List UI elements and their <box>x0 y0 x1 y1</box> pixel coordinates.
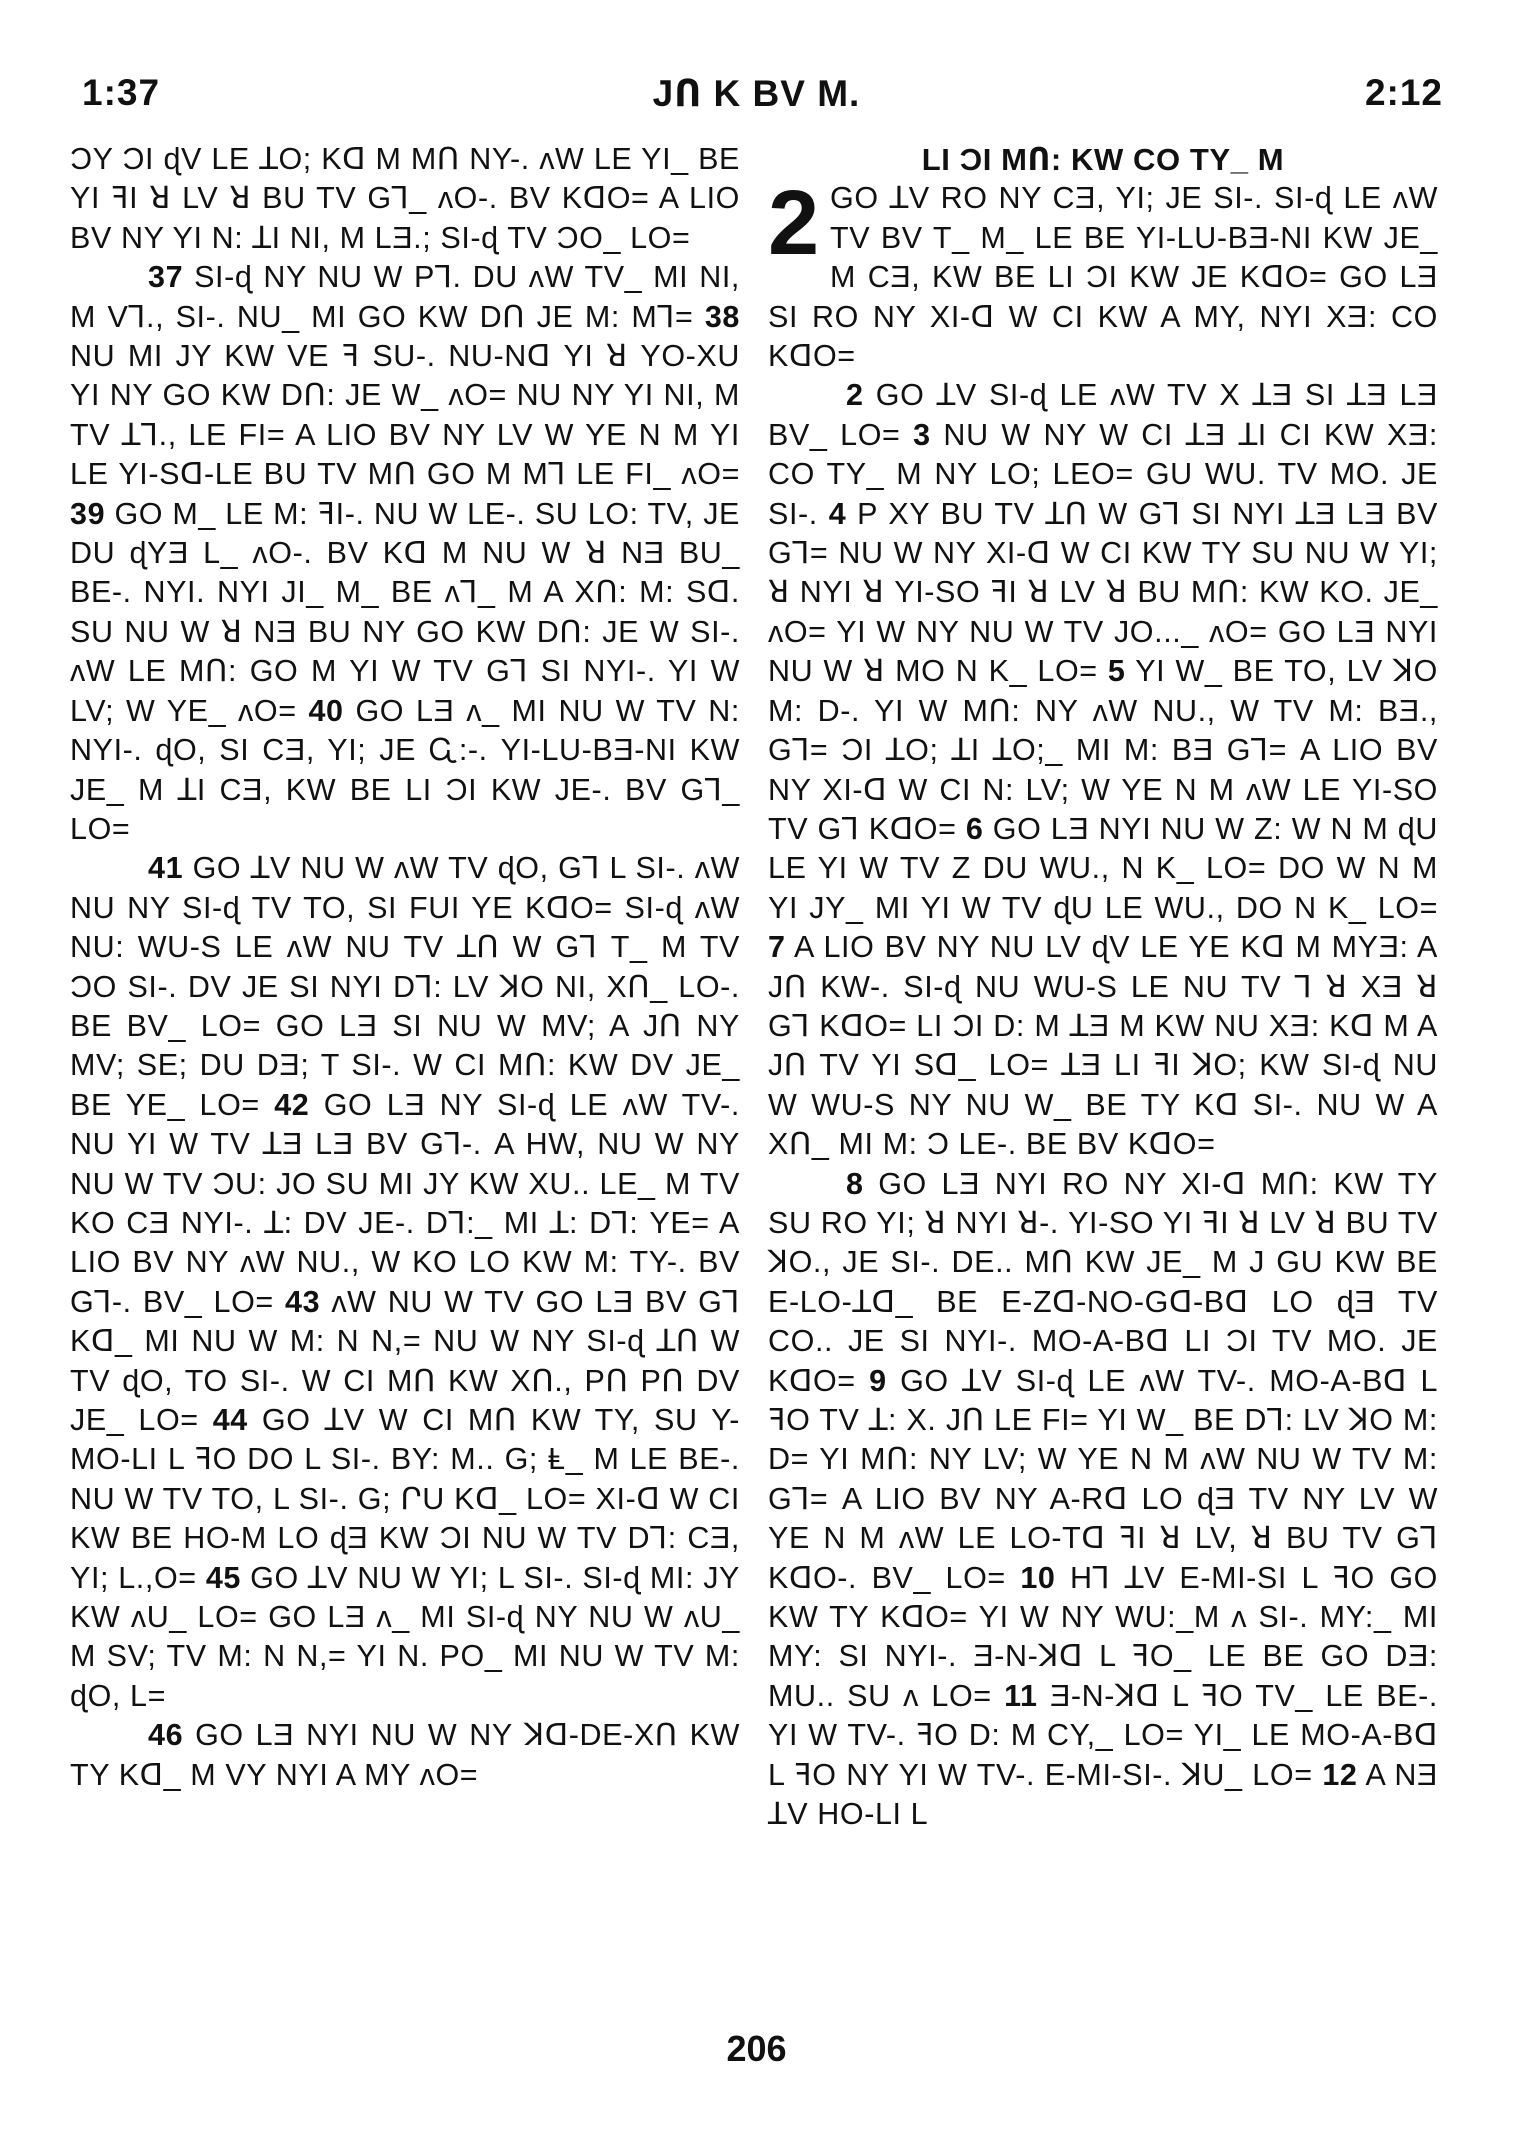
verse-text: GO ꓕV SI-ɖ LE ʌW TV-. MO-A-Bꓷ L ꟻO TV ꓕ: X. JՈ LE FI= YI W_ BE Dꓶ: LV ꓘO M: D= YI MՈ: NY LV; W YE N M ʌW NU W TV M: Gꓶ= A LIO BV NY A-Rꓷ LO ɖƎ TV NY LV W YE N M ʌW LE LO-Tꓷ ꟻI ꓤ LV, ꓤ BU TV Gꓶ KꓷO-. BV_ LO= <box>768 1363 1439 1595</box>
verse-number: 46 <box>148 1718 184 1753</box>
paragraph-text: ƆY ƆI ɖV LE ꓕO; Kꓷ M MՈ NY-. ʌW LE YI_ BE YI ꟻI ꓤ LV ꓤ BU TV Gꓶ_ ʌO-. BV KꓷO= A LIO BV NY YI N: ꓕI NI, M LƎ.; SI-ɖ TV ƆO_ LO= <box>70 142 740 255</box>
header-chapter-end: 2:12 <box>1364 72 1443 113</box>
verse-text: GO LƎ NYI NU W NY ꓘꓷ-DE-XՈ KW TY Kꓷ_ M VY NYI A MY ʌO= <box>70 1718 740 1792</box>
verse-number: 7 <box>768 930 786 965</box>
verse-text: GO ꓕV NU W ʌW TV ɖO, Gꓶ L SI-. ʌW NU NY SI-ɖ TV TO, SI FUI YE KꓷO= SI-ɖ ʌW NU: WU-S LE ʌW NU TV ꓕՈ W Gꓶ T_ M TV ƆO SI-. DV JE SI NYI Dꓶ: LV ꓘO NI, XՈ_ LO-. BE BV_ LO= GO LƎ SI NU W MV; A JՈ NY MV; SE; DU DƎ; T SI-. W CI MՈ: KW DV JE_ BE YE_ LO= <box>70 851 740 1122</box>
verse-text: NU W NY W CI ꓕƎ ꓕI CI KW XƎ: CO TY_ M NY LO; LEO= GU WU. TV MO. JE SI-. <box>768 417 1438 531</box>
paragraph-continuation <box>70 140 740 258</box>
paragraph <box>70 1716 740 1795</box>
verse-number: 2 <box>846 378 864 413</box>
paragraph <box>768 172 1438 376</box>
verse-number: 5 <box>1107 654 1126 689</box>
verse-text: GO LƎ NYI NU W Z: W N M ɖU LE YI W TV Z DU WU., N K_ LO= DO W N M YI JY_ MI YI W TV ɖU LE WU., DO N K_ LO= <box>768 811 1438 925</box>
verse-text: GO LƎ NY SI-ɖ LE ʌW TV-. NU YI W TV ꓕƎ LƎ BV Gꓶ-. A HW, NU W NY NU W TV ƆU: JO SU MI JY KW XU.. LE_ M TV KO CƎ NYI-. ꓕ: DV JE-. Dꓶ:_ MI ꓕ: Dꓶ: YE= A LIO BV NY ʌW NU., W KO LO KW M: TY-. BV Gꓶ-. BV_ LO= <box>70 1087 740 1319</box>
header-book-title: JՈ K BV M. <box>652 73 861 114</box>
verse-text: Ǝ-N-ꓘꓷ L ꟻO TV_ LE BE-. YI W TV-. ꟻO D: M CY,_ LO= YI_ LE MO-A-Bꓷ L ꟻO NY YI W TV-. E-MI-SI-. ꓘU_ LO= <box>768 1678 1438 1792</box>
verse-text: GO ꓕV SI-ɖ LE ʌW TV X ꓕƎ SI ꓕƎ LƎ BV_ LO= <box>768 378 1438 452</box>
verse-number: 9 <box>869 1363 887 1398</box>
paragraph <box>70 258 740 849</box>
verse-number: 4 <box>828 496 847 531</box>
paragraph <box>70 849 740 1716</box>
verse-number: 6 <box>965 811 984 846</box>
verse-text: A LIO BV NY NU LV ɖV LE YE Kꓷ M MYƎ: A JՈ KW-. SI-ɖ NU WU-S LE NU TV ꓶ ꓤ XƎ ꓤ Gꓶ KꓷO= LI ƆI D: M ꓕƎ M KW NU XƎ: Kꓷ M A JՈ TV YI Sꓷ_ LO= ꓕƎ LI ꟻI ꓘO; KW SI-ɖ NU W WU-S NY NU W_ BE TY Kꓷ SI-. NU W A XՈ_ MI M: Ɔ LE-. BE BV KꓷO= <box>768 930 1438 1162</box>
verse-number: 41 <box>148 851 184 886</box>
verse-number: 38 <box>704 299 740 334</box>
verse-text: GO LƎ NYI RO NY XI-ꓷ MՈ: KW TY SU RO YI; ꓤ NYI ꓤ-. YI-SO YI ꟻI ꓤ LV ꓤ BU TV ꓘO., JE SI-. DE.. MՈ KW JE_ M J GU KW BE E-LO-ꓕꓷ_ BE E-Zꓷ-NO-Gꓷ-Bꓷ LO ɖƎ TV CO.. JE SI NYI-. MO-A-Bꓷ LI ƆI TV MO. JE KꓷO= <box>768 1166 1438 1398</box>
verse-number: 44 <box>212 1403 248 1437</box>
verse-number: 40 <box>308 693 344 728</box>
verse-text: GO LƎ ʌ_ MI NU W TV N: NYI-. ɖO, SI CƎ, YI; JE Ꮹ:-. YI-LU-BƎ-NI KW JE_ M ꓕI CƎ, KW BE LI ƆI KW JE-. BV Gꓶ_ LO= <box>70 693 740 846</box>
verse-number: 37 <box>148 260 184 295</box>
verse-text: SI-ɖ NY NU W Pꓶ. DU ʌW TV_ MI NI, M Vꓶ., SI-. NU_ MI GO KW DՈ JE M: Mꓶ= <box>70 260 740 334</box>
paragraph <box>768 1165 1438 1835</box>
verse-text: ʌW NU W TV GO LƎ BV Gꓶ Kꓷ_ MI NU W M: N N,= NU W NY SI-ɖ ꓕՈ W TV ɖO, TO SI-. W CI MՈ KW XՈ., PՈ PՈ DV JE_ LO= <box>70 1284 740 1437</box>
section-heading: LI ƆI MՈ: KW CO TY_ M <box>921 142 1285 177</box>
verse-text: P XY BU TV ꓕՈ W Gꓶ SI NYI ꓕƎ LƎ BV Gꓶ= NU W NY XI-ꓷ W CI KW TY SU NU W YI; ꓤ NYI ꓤ YI-SO ꟻI ꓤ LV ꓤ BU MՈ: KW KO. JE_ ʌO= YI W NY NU W TV JO..._ ʌO= GO LƎ NYI NU W ꓤ MO N K_ LO= <box>768 496 1439 689</box>
verse-text: GO ꓕV NU W YI; L SI-. SI-ɖ MI: JY KW ʌU_ LO= GO LƎ ʌ_ MI SI-ɖ NY NU W ʌU_ M SV; TV M: N N,= YI N. PO_ MI NU W TV M: ɖO, L= <box>70 1560 740 1713</box>
verse-text: YI W_ BE TO, LV ꓘO M: D-. YI W MՈ: NY ʌW NU., W TV M: BƎ., Gꓶ= ƆI ꓕO; ꓕI ꓕO;_ MI M: BƎ Gꓶ= A LIO BV NY XI-ꓷ W CI N: LV; W YE N M ʌW LE YI-SO TV Gꓶ KꓷO= <box>768 654 1438 846</box>
page-number: 206 <box>726 2028 787 2069</box>
verse-text: NU MI JY KW VE ꟻ SU-. NU-Nꓷ YI ꓤ YO-XU YI NY GO KW DՈ: JE W_ ʌO= NU NY YI NI, M TV ꓕꓶ., LE FI= A LIO BV NY LV W YE N M YI LE YI-Sꓷ-LE BU TV MՈ GO M Mꓶ LE FI_ ʌO= <box>70 339 740 492</box>
verse-number: 12 <box>1322 1757 1358 1792</box>
header-chapter-start: 1:37 <box>82 72 161 113</box>
verse-number: 10 <box>1020 1560 1056 1595</box>
verse-text: GO M_ LE M: ꟻI-. NU W LE-. SU LO: TV, JE DU ɖYƎ L_ ʌO-. BV Kꓷ M NU W ꓤ NƎ BU_ BE-. NYI. NYI JI_ M_ BE ʌꓶ_ M A XՈ: M: Sꓷ. SU NU W ꓤ NƎ BU NY GO KW DՈ: JE W SI-. ʌW LE MՈ: GO M YI W TV Gꓶ SI NYI-. YI W LV; W YE_ ʌO= <box>70 496 741 728</box>
verse-number: 3 <box>913 417 931 452</box>
left-column <box>70 140 740 1795</box>
verse-number: 39 <box>70 496 106 531</box>
verse-text: GO ꓕV RO NY CƎ, YI; JE SI-. SI-ɖ LE ʌW TV BV T_ M_ LE BE YI-LU-BƎ-NI KW JE_ M CƎ, KW BE LI ƆI KW JE KꓷO= GO LƎ SI RO NY XI-ꓷ W CI KW A MY, NYI XƎ: CO KꓷO= <box>768 181 1438 374</box>
verse-number: 8 <box>846 1166 864 1201</box>
paragraph <box>768 376 1438 1164</box>
right-column <box>768 140 1438 1834</box>
verse-text: GO ꓕV W CI MՈ KW TY, SU Y-MO-LI L ꟻO DO L SI-. BY: M.. G; Ⱡ_ M LE BE-. NU W TV TO, L SI-. G; ՐU Kꓷ_ LO= XI-ꓷ W CI KW BE HO-M LO ɖƎ KW ƆI NU W TV Dꓶ: CƎ, YI; L.,O= <box>70 1403 740 1595</box>
verse-number: 11 <box>1004 1678 1038 1713</box>
verse-number: 42 <box>274 1087 310 1122</box>
verse-text: Hꓶ ꓕV E-MI-SI L ꟻO GO KW TY KꓷO= YI W NY WU:_M ʌ SI-. MY:_ MI MY: SI NYI-. Ǝ-N-ꓘꓷ L ꟻO_ LE BE GO DƎ: MU.. SU ʌ LO= <box>768 1560 1438 1713</box>
running-header <box>70 72 1443 122</box>
verse-number: 43 <box>285 1284 321 1319</box>
verse-number: 45 <box>205 1560 241 1595</box>
chapter-number: 2 <box>768 172 820 275</box>
verse-text: A NƎ ꓕV HO-LI L <box>768 1757 1438 1832</box>
